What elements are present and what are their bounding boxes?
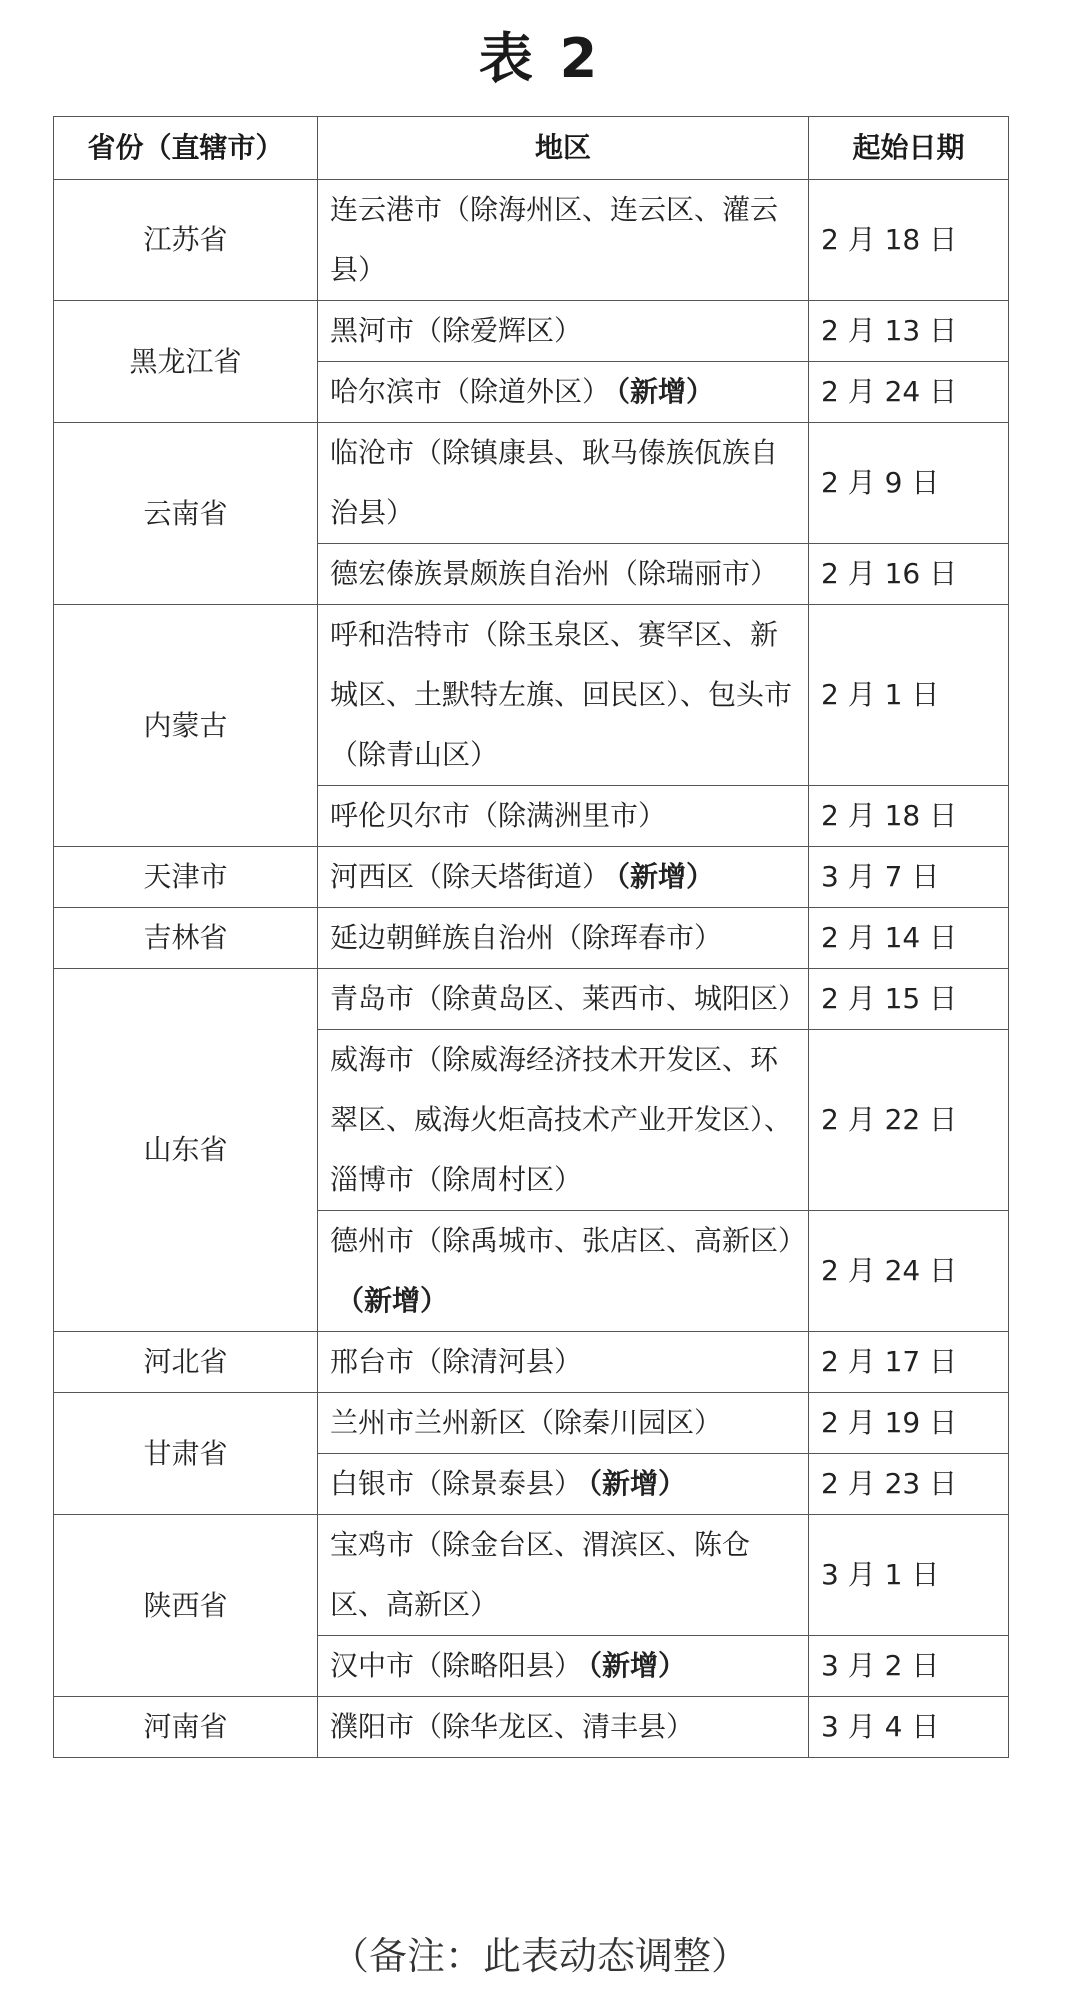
province-cell: 甘肃省 <box>54 1393 318 1515</box>
table-row <box>54 180 1009 301</box>
region-text: 兰州市兰州新区（除秦川园区） <box>330 1406 723 1439</box>
table-header-row <box>54 117 1009 180</box>
region-cell <box>318 544 809 605</box>
region-text: 威海市（除威海经济技术开发区、环翠区、威海火炬高技术产业开发区）、淄博市（除周村区） <box>330 1043 793 1196</box>
region-text: 延边朝鲜族自治州（除珲春市） <box>330 921 723 954</box>
table-row <box>54 847 1009 908</box>
province-cell: 江苏省 <box>54 180 318 301</box>
page-title: 表 2 <box>478 27 602 90</box>
region-cell <box>318 180 809 301</box>
region-cell <box>318 1515 809 1636</box>
region-text: 德州市（除禹城市、张店区、高新区） <box>330 1224 807 1257</box>
region-cell <box>318 969 809 1030</box>
date-cell: 2 月 24 日 <box>809 362 1009 423</box>
new-badge: （新增） <box>616 860 715 893</box>
province-cell: 吉林省 <box>54 908 318 969</box>
table-row <box>54 1697 1009 1758</box>
province-cell: 陕西省 <box>54 1515 318 1697</box>
region-cell <box>318 423 809 544</box>
province-cell: 河北省 <box>54 1332 318 1393</box>
new-badge: （新增） <box>616 375 715 408</box>
header-region: 地区 <box>318 117 809 180</box>
region-cell <box>318 786 809 847</box>
region-text: 哈尔滨市（除道外区） <box>330 375 611 408</box>
region-text: 临沧市（除镇康县、耿马傣族佤族自治县） <box>330 436 779 529</box>
region-cell <box>318 1636 809 1697</box>
province-cell: 天津市 <box>54 847 318 908</box>
region-text: 宝鸡市（除金台区、渭滨区、陈仓区、高新区） <box>330 1528 751 1621</box>
region-text: 连云港市（除海州区、连云区、灌云县） <box>330 193 779 286</box>
region-text: 白银市（除景泰县） <box>330 1467 583 1500</box>
date-cell: 2 月 14 日 <box>809 908 1009 969</box>
region-text: 青岛市（除黄岛区、莱西市、城阳区） <box>330 982 807 1015</box>
table-row <box>54 969 1009 1030</box>
region-cell <box>318 908 809 969</box>
table-row <box>54 908 1009 969</box>
date-cell: 3 月 2 日 <box>809 1636 1009 1697</box>
date-cell: 2 月 22 日 <box>809 1030 1009 1211</box>
table-row <box>54 301 1009 362</box>
date-cell: 2 月 24 日 <box>809 1211 1009 1332</box>
province-cell: 云南省 <box>54 423 318 605</box>
region-table <box>53 116 1009 1758</box>
region-text: 黑河市（除爱辉区） <box>330 314 583 347</box>
region-text: 呼和浩特市（除玉泉区、赛罕区、新城区、土默特左旗、回民区）、包头市（除青山区） <box>330 618 793 771</box>
province-cell: 山东省 <box>54 969 318 1332</box>
province-cell: 内蒙古 <box>54 605 318 847</box>
region-cell <box>318 847 809 908</box>
date-cell: 2 月 18 日 <box>809 180 1009 301</box>
date-cell: 2 月 19 日 <box>809 1393 1009 1454</box>
header-start-date: 起始日期 <box>809 117 1009 180</box>
date-cell: 2 月 18 日 <box>809 786 1009 847</box>
table-row <box>54 1515 1009 1636</box>
province-cell: 河南省 <box>54 1697 318 1758</box>
region-cell <box>318 1393 809 1454</box>
table-row <box>54 423 1009 544</box>
table-row <box>54 1393 1009 1454</box>
date-cell: 3 月 1 日 <box>809 1515 1009 1636</box>
date-cell: 3 月 4 日 <box>809 1697 1009 1758</box>
province-cell: 黑龙江省 <box>54 301 318 423</box>
new-badge: （新增） <box>588 1649 687 1682</box>
region-cell <box>318 1030 809 1211</box>
region-cell <box>318 362 809 423</box>
region-cell <box>318 1454 809 1515</box>
date-cell: 2 月 1 日 <box>809 605 1009 786</box>
date-cell: 2 月 17 日 <box>809 1332 1009 1393</box>
footnote: （备注：此表动态调整） <box>330 1934 749 1978</box>
date-cell: 3 月 7 日 <box>809 847 1009 908</box>
region-cell <box>318 301 809 362</box>
table-row <box>54 1332 1009 1393</box>
region-text: 德宏傣族景颇族自治州（除瑞丽市） <box>330 557 779 590</box>
region-cell <box>318 605 809 786</box>
region-text: 邢台市（除清河县） <box>330 1345 583 1378</box>
region-cell <box>318 1697 809 1758</box>
date-cell: 2 月 15 日 <box>809 969 1009 1030</box>
region-text: 濮阳市（除华龙区、清丰县） <box>330 1710 695 1743</box>
new-badge: （新增） <box>336 1284 449 1317</box>
new-badge: （新增） <box>588 1467 687 1500</box>
table-row <box>54 605 1009 786</box>
region-cell <box>318 1211 809 1332</box>
date-cell: 2 月 16 日 <box>809 544 1009 605</box>
region-text: 河西区（除天塔街道） <box>330 860 611 893</box>
date-cell: 2 月 23 日 <box>809 1454 1009 1515</box>
date-cell: 2 月 13 日 <box>809 301 1009 362</box>
table-body <box>54 180 1009 1758</box>
region-text: 呼伦贝尔市（除满洲里市） <box>330 799 667 832</box>
header-province: 省份（直辖市） <box>54 117 318 180</box>
region-cell <box>318 1332 809 1393</box>
region-text: 汉中市（除略阳县） <box>330 1649 583 1682</box>
date-cell: 2 月 9 日 <box>809 423 1009 544</box>
